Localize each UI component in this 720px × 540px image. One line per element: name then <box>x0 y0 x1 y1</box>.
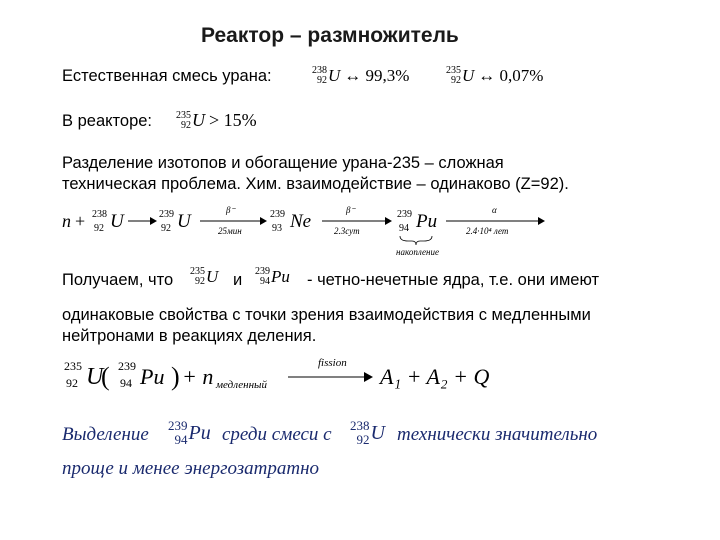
plus-neutron: + n <box>182 364 214 389</box>
abundance-value: ↔ 99,3% <box>344 66 410 85</box>
atomic-number: 92 <box>356 432 370 447</box>
atomic-number: 93 <box>272 223 282 234</box>
mass-number: 238 <box>350 418 370 433</box>
mass-number: 239 <box>397 209 412 220</box>
element-symbol: U <box>177 211 191 232</box>
atomic-number: 94 <box>260 276 270 287</box>
atomic-number: 94 <box>174 432 188 447</box>
element-symbol: Pu <box>271 267 290 286</box>
atomic-number: 92 <box>451 75 461 86</box>
mass-number: 239 <box>159 209 174 220</box>
brace-icon <box>400 236 432 245</box>
element-symbol: Pu <box>416 211 438 232</box>
natural-mix-label: Естественная смесь урана: <box>62 67 272 85</box>
element-symbol: U <box>370 421 385 444</box>
enrichment-value: > 15% <box>209 110 257 130</box>
nuclide-u238-conclusion <box>350 419 385 447</box>
atomic-number: 92 <box>181 119 191 131</box>
accumulation-label: накопление <box>396 247 439 257</box>
mass-number: 239 <box>270 209 285 220</box>
conclusion-line2: проще и менее энергозатратно <box>62 458 320 479</box>
nuclide-pu239-conclusion <box>168 419 211 447</box>
decay-arrow-beta-1 <box>200 217 267 225</box>
conclusion-part3: технически значительно <box>397 424 598 445</box>
plus-sign: + <box>75 211 86 231</box>
half-life-label: 2.3сут <box>334 226 360 236</box>
nuclide-pu239 <box>255 267 290 287</box>
atomic-number: 92 <box>94 223 104 234</box>
fission-label: fission <box>318 357 347 369</box>
abundance-value: ↔ 0,07% <box>478 66 544 85</box>
paragraph-even-odd-prefix: Получаем, что <box>62 271 174 289</box>
mass-number: 235 <box>446 65 461 76</box>
element-symbol: Ne <box>290 211 312 232</box>
beta-decay-label: β⁻ <box>226 205 236 215</box>
element-symbol: Pu <box>188 421 211 444</box>
nuclide-u238-abundance <box>312 66 409 86</box>
mass-number: 238 <box>312 65 327 76</box>
paragraph-isotope-separation-line1: Разделение изотопов и обогащение урана-235 – сложная <box>62 154 504 172</box>
half-life-label: 2.4·10⁴ лет <box>466 226 509 236</box>
paragraph-even-odd-line2: одинаковые свойства с точки зрения взаимодействия с медленными <box>62 306 591 324</box>
mass-number: 239 <box>255 266 270 277</box>
mass-number: 239 <box>168 418 188 433</box>
atomic-number: 94 <box>120 376 132 390</box>
mass-number: 235 <box>64 359 82 373</box>
mass-number: 238 <box>92 209 107 220</box>
fission-arrow <box>288 372 373 382</box>
conclusion-part2: среди смеси с <box>222 424 332 445</box>
mass-number: 239 <box>118 359 136 373</box>
mass-number: 235 <box>176 109 191 121</box>
paragraph-even-odd-suffix: - четно-нечетные ядра, т.е. они имеют <box>307 271 600 289</box>
fission-products: A₁ + A₂ + Q <box>380 364 490 389</box>
nuclide-u235-enrichment <box>176 110 257 131</box>
decay-arrow-beta-2 <box>322 217 392 225</box>
element-symbol: U <box>328 66 341 85</box>
atomic-number: 92 <box>161 223 171 234</box>
mass-number: 235 <box>190 266 205 277</box>
breeding-chain-equation <box>0 200 720 260</box>
element-symbol: Pu <box>140 364 165 389</box>
page-title: Реактор – размножитель <box>201 24 459 47</box>
nuclide-u235-abundance <box>446 66 543 86</box>
element-symbol: U <box>206 267 219 286</box>
half-life-label: 25мин <box>218 226 242 236</box>
element-symbol: U <box>86 364 104 390</box>
conclusion-part1: Выделение <box>62 424 149 445</box>
conjunction-and: и <box>233 271 243 289</box>
slow-neutron-subscript: медленный <box>216 379 268 391</box>
atomic-number: 92 <box>66 376 78 390</box>
beta-decay-label: β⁻ <box>346 205 356 215</box>
in-reactor-label: В реакторе: <box>62 112 153 130</box>
decay-arrow-alpha <box>446 217 545 225</box>
atomic-number: 94 <box>399 223 409 234</box>
paragraph-isotope-separation-line2: техническая проблема. Хим. взаимодействие – одинаково (Z=92). <box>62 175 569 193</box>
element-symbol: U <box>192 110 205 130</box>
neutron-symbol: n <box>62 211 71 231</box>
nuclide-u235 <box>190 267 218 287</box>
element-symbol: U <box>462 66 475 85</box>
alpha-decay-label: α <box>492 205 497 215</box>
reaction-arrow <box>128 217 157 225</box>
element-symbol: U <box>110 211 124 232</box>
fission-equation <box>0 352 720 402</box>
atomic-number: 92 <box>195 276 205 287</box>
close-paren: ) <box>171 362 180 391</box>
atomic-number: 92 <box>317 75 327 86</box>
open-paren: ( <box>101 362 110 391</box>
paragraph-even-odd-line3: нейтронами в реакциях деления. <box>62 327 317 345</box>
